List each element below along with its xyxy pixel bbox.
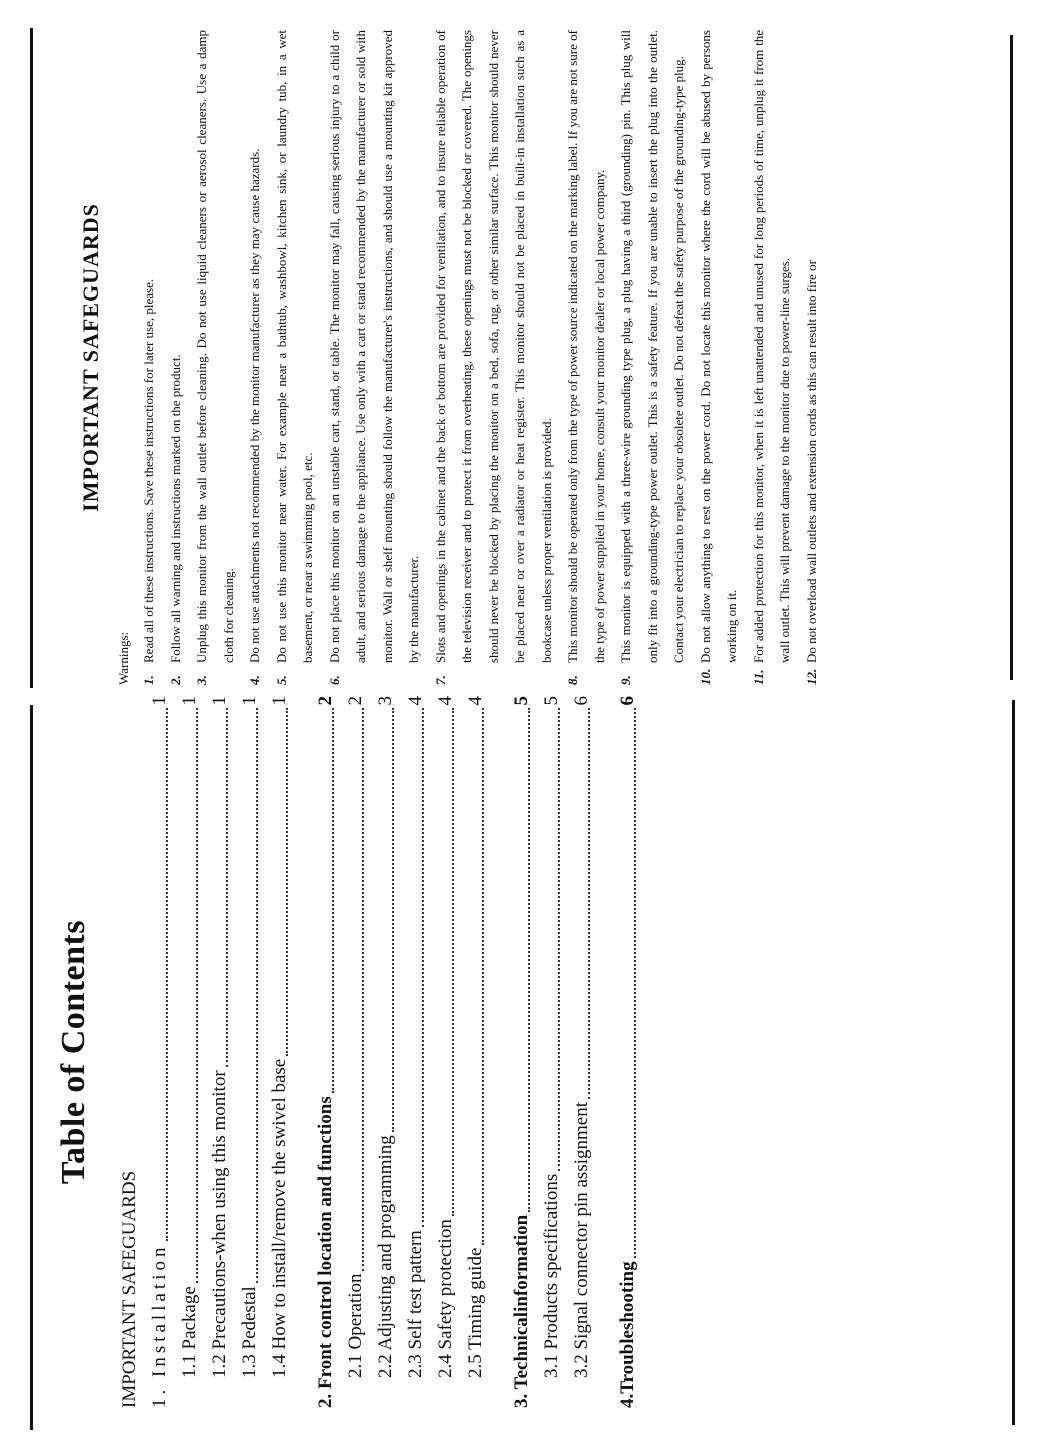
toc-entry-page: 4 — [405, 696, 426, 706]
left-page-rule — [1012, 700, 1015, 1425]
toc-entry-page: 5 — [541, 696, 562, 706]
toc-entry-signal-connector[interactable] — [567, 696, 597, 1408]
toc-entry-page: 2 — [345, 696, 366, 706]
safeguard-item — [613, 30, 693, 685]
safeguard-text: This monitor is equipped with a three-wire grounding type plug, a plug having a third (grounding) pin. This plug will only fit into a grounding-type power outlet. This is a safety feature. If you are unable to insert the plug into the outlet. Contact your electrician to replace your obsolete outlet. Do not defeat the safety purpose of the grounding-type plug. — [618, 30, 686, 663]
toc-entry-label: 2.3 Self test pattern — [405, 1230, 426, 1378]
toc-entry-page: 3 — [375, 696, 396, 706]
toc-entry-label: 2.5 Timing guide — [465, 1247, 486, 1378]
toc-entry-safeguards[interactable] — [115, 696, 145, 1408]
toc-entry-label: 1. Installation — [149, 1243, 170, 1408]
toc-entry-label: 2.1 Operation — [345, 1273, 366, 1378]
safeguard-text: This monitor should be operated only from the type of power source indicated on the marking label. If you are not sure of the type of power supplied in your home, consult your monitor dealer or local power company. — [565, 30, 607, 663]
toc-entry-label: 3.2 Signal connector pin assignment — [571, 1102, 592, 1378]
leader-dots — [391, 709, 394, 1133]
toc-entry-operation[interactable] — [341, 696, 371, 1408]
toc-entry-label: 1.2 Precautions-when using this monitor — [209, 1070, 230, 1378]
leader-dots — [195, 709, 198, 1284]
safeguard-number: 7. — [432, 675, 448, 685]
leader-dots — [587, 709, 590, 1100]
toc-entry-page: 5 — [511, 696, 532, 706]
toc-entry-label: 2.4 Safety protection — [435, 1219, 456, 1378]
toc-entry-page: 2 — [315, 696, 336, 706]
safeguard-text: Do not use attachments not recommended by the monitor manufacturer as they may cause hazards. — [247, 148, 262, 663]
safeguard-item — [799, 30, 826, 685]
safeguard-item — [428, 30, 561, 685]
toc-entry-page: 1 — [269, 696, 290, 706]
leader-dots — [165, 709, 168, 1241]
safeguard-text: Read all of these instructions. Save these instructions for later use, please. — [141, 278, 156, 663]
safeguard-item — [242, 30, 269, 685]
toc-entry-pedestal[interactable] — [235, 696, 265, 1408]
toc-entry-label: 1.3 Pedestal — [239, 1286, 260, 1378]
safeguard-item — [560, 30, 613, 685]
safeguard-number: 10. — [697, 668, 713, 685]
toc-entry-page: 4 — [435, 696, 456, 706]
toc-entry-package[interactable] — [175, 696, 205, 1408]
safeguard-text: Do not use this monitor near water. For example near a bathtub, washbowl, kitchen sink, or laundry tub, in a wet basement, or near a swimming pool, etc. — [273, 30, 315, 663]
section-gap — [597, 696, 613, 1408]
toc-entry-page: 1 — [209, 696, 230, 706]
leader-dots — [633, 709, 636, 1259]
toc-entry-label: 2.2 Adjusting and programming — [375, 1135, 396, 1378]
safeguard-text: Follow all warning and instructions marked on the product. — [167, 354, 183, 663]
leader-dots — [331, 709, 334, 1094]
safeguard-number: 6. — [326, 675, 342, 685]
important-safeguards-page — [78, 30, 993, 685]
toc-entry-front-control[interactable] — [311, 696, 341, 1408]
safeguard-item — [163, 30, 190, 685]
toc-entry-adjusting[interactable] — [371, 696, 401, 1408]
safeguard-number: 11. — [750, 669, 766, 685]
safeguard-number: 12. — [803, 668, 819, 685]
safeguard-text: Unplug this monitor from the wall outlet before cleaning. Do not use liquid cleaners or aerosol cleaners. Use a damp cloth for cleaning. — [194, 30, 236, 663]
toc-entry-page: 1 — [239, 696, 260, 706]
safeguard-number: 3. — [194, 675, 209, 685]
safeguard-item — [746, 30, 799, 685]
toc-entry-precautions[interactable] — [205, 696, 235, 1408]
leader-dots — [481, 709, 484, 1245]
toc-entry-installation[interactable] — [145, 696, 175, 1408]
toc-entry-label: 1.1 Package — [179, 1286, 200, 1378]
leader-dots — [255, 709, 258, 1284]
table-of-contents-page — [55, 696, 695, 1408]
toc-entry-label: 3.1 Products specifications — [541, 1173, 562, 1378]
safeguard-item — [269, 30, 322, 685]
safeguard-number: 9. — [618, 675, 633, 685]
toc-entry-page: 1 — [149, 696, 170, 706]
toc-entry-technical-information[interactable] — [507, 696, 537, 1408]
center-rule-top — [30, 28, 33, 688]
right-page-rule — [1010, 35, 1013, 680]
toc-title: Table of Contents — [55, 919, 92, 1185]
toc-entry-label: 4.Troubleshooting — [617, 1261, 638, 1408]
section-gap — [491, 696, 507, 1408]
toc-entry-page: 4 — [465, 696, 486, 706]
safeguard-text: Slots and openings in the cabinet and the back or bottom are provided for ventilation, and to insure reliable operation of the television receiver and to protect it from overheating, these openings must not be blocked or covered. The openings should never be blocked by placing the monitor on a bed, sofa, rug, or other similar surface. This monitor should never be placed near or over a radiator or heat register. This monitor should not be placed in built-in installation such as a bookcase unless proper ventilation is provided. — [432, 30, 554, 663]
safeguard-item — [189, 30, 242, 685]
toc-entry-label: IMPORTANT SAFEGUARDS — [119, 1170, 140, 1408]
safeguard-text: Do not allow anything to rest on the power cord. Do not locate this monitor where the cord will be abused by persons working on it. — [697, 30, 739, 663]
leader-dots — [527, 709, 530, 1212]
safeguard-item — [136, 30, 163, 685]
toc-entry-swivel-base[interactable] — [265, 696, 295, 1408]
safeguard-text: For added protection for this monitor, when it is left unattended and unused for long periods of time, unplug it from the wall outlet. This will prevent damage to the monitor due to power-line surges. — [750, 30, 792, 663]
safeguard-item — [322, 30, 428, 685]
center-rule-bottom — [30, 705, 33, 1430]
safeguard-text: Do not overload wall outlets and extension cords as this can result into fire or — [803, 260, 819, 663]
toc-entry-products-specifications[interactable] — [537, 696, 567, 1408]
toc-entry-self-test[interactable] — [401, 696, 431, 1408]
toc-entry-label: 2. Front control location and functions — [315, 1096, 336, 1408]
safeguard-number: 4. — [247, 675, 262, 685]
toc-entry-troubleshooting[interactable] — [613, 696, 643, 1408]
safeguard-text: Do not place this monitor on an unstable cart, stand, or table. The monitor may fall, causing serious injury to a child or adult, and serious damage to the appliance. Use only with a cart or stand recommended by the manufacturer or sold with monitor. Wall or shelf mounting should follow the manufacturer's instructions, and should use a mounting kit approved by the manufacturer. — [326, 30, 421, 663]
toc-entry-page: 6 — [571, 696, 592, 706]
safeguards-title: IMPORTANT SAFEGUARDS — [78, 203, 103, 512]
section-gap — [295, 696, 311, 1408]
leader-dots — [557, 709, 560, 1171]
toc-entry-label: 1.4 How to install/remove the swivel base — [269, 1058, 290, 1378]
safeguard-number: 5. — [273, 675, 289, 685]
leader-dots — [285, 709, 288, 1056]
safeguard-number: 8. — [565, 675, 580, 685]
toc-entry-page: 6 — [617, 696, 638, 706]
leader-dots — [225, 709, 228, 1068]
safeguard-number: 2. — [167, 675, 183, 685]
leader-dots — [451, 709, 454, 1217]
leader-dots — [361, 709, 364, 1271]
toc-entry-label: 3. Technicalinformation — [511, 1214, 532, 1408]
warnings-label: Warnings: — [116, 631, 131, 685]
toc-entry-timing-guide[interactable] — [461, 696, 491, 1408]
leader-dots — [421, 709, 424, 1228]
toc-entry-safety-protection[interactable] — [431, 696, 461, 1408]
safeguard-item — [693, 30, 746, 685]
safeguard-number: 1. — [141, 675, 156, 685]
toc-entry-page: 1 — [179, 696, 200, 706]
